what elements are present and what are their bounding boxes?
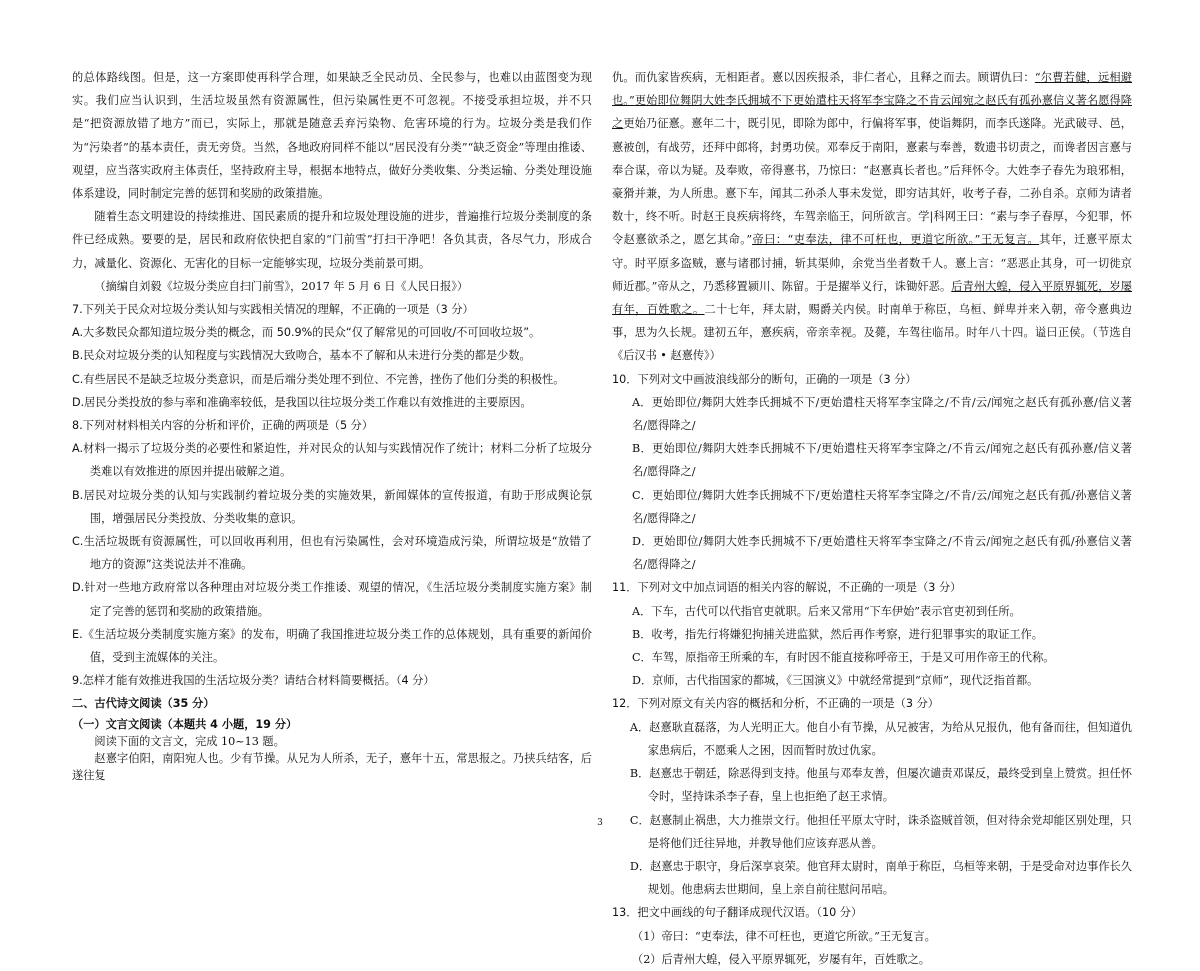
q12-option-c: C．赵憙制止祸患，大力推崇文行。他担任平原太守时，诛杀盗贼首领，但对待余党却能区别处理，只是将他们迁往异地，并教导他们应该弃恶从善。 (629, 813, 1132, 850)
q11-option-a: A．下车，古代可以代指官吏就职。后来又常用“下车伊始”表示官吏初到任所。 (632, 604, 1021, 618)
question-7: 7.下列关于民众对垃圾分类认知与实践相关情况的理解，不正确的一项是（3 分） (72, 303, 474, 317)
classical-segment-5: 二十七年，拜太尉，赐爵关内侯。时南单于称臣，乌桓、鲜卑并来入朝，帝令憙典边事，思为久长规。建初五年，憙疾病，帝亲幸视。及薨，车驾往临吊。时年八十四。谥曰正侯。（节选自《后汉书 • 赵憙传》） (612, 303, 1132, 363)
question-8: 8.下列对材料相关内容的分析和评价，正确的两项是（5 分） (72, 419, 374, 433)
q10-option-c: C．更始即位/舞阴大姓李氏拥城不下/更始遣柱天将军李宝降之/不肯/云/闻宛之赵氏有孤/孙憙信义著名/愿得降之/ (632, 488, 1132, 525)
question-11: 11．下列对文中加点词语的相关内容的解说，不正确的一项是（3 分） (612, 581, 962, 595)
question-13: 13．把文中画线的句子翻译成现代汉语。（10 分） (612, 906, 863, 920)
q11-option-c: C．车驾，原指帝王所乘的车，有时因不能直接称呼帝王，于是又可用作帝王的代称。 (632, 651, 1055, 665)
underlined-sentence-1: “尔曹若健，远相避也。” (612, 71, 1132, 108)
subsection-heading: （一）文言文阅读（本题共 4 小题，19 分） (72, 717, 298, 731)
reading-instruction: 阅读下面的文言文，完成 10~13 题。 (94, 734, 285, 748)
q8-option-b: B.居民对垃圾分类的认知与实践制约着垃圾分类的实施效果，新闻媒体的宣传报道，有助于形成舆论氛围，增强居民分类投放、分类收集的意识。 (72, 488, 592, 525)
q12-option-b: B．赵憙忠于朝廷，除恶得到支持。他虽与邓奉友善，但屡次谴责邓谋反，最终受到皇上赞赏。担任怀令时，坚持诛杀李子春，皇上也拒绝了赵王求情。 (629, 767, 1132, 804)
left-column (72, 66, 592, 784)
q8-option-a: A.材料一揭示了垃圾分类的必要性和紧迫性，并对民众的认知与实践情况作了统计；材料二分析了垃圾分类难以有效推进的原因并提出破解之道。 (72, 442, 592, 479)
essay-source: （摘编自刘毅《垃圾分类应自扫门前雪》，2017 年 5 月 6 日《人民日报》） (94, 279, 469, 293)
underlined-sentence-3: 后青州大蝗，侵入平原界辄死，岁屡有年，百姓歌之。 (612, 279, 1132, 317)
q8-option-c: C.生活垃圾既有资源属性，可以回收再利用，但也有污染属性，会对环境造成污染，所谓垃圾是“放错了地方的资源”这类说法并不准确。 (72, 535, 592, 572)
q10-option-b: B．更始即位/舞阴大姓李氏拥城不下/更始遣柱天将军李宝降之/不肯云/闻宛之赵氏有孤孙憙/信义著名/愿得降之/ (632, 442, 1132, 479)
q13-item-2: （2）后青州大蝗，侵入平原界辄死，岁屡有年，百姓歌之。 (632, 952, 930, 966)
q12-option-d: D．赵憙忠于职守，身后深享哀荣。他官拜太尉时，南单于称臣，乌桓等来朝，于是受命对边事作长久规划。他患病去世期间，皇上亲自前往慰问吊唁。 (629, 859, 1132, 897)
q7-option-d: D.居民分类投放的参与率和准确率较低，是我国以往垃圾分类工作难以有效推进的主要原因。 (72, 395, 532, 409)
q8-option-d: D.针对一些地方政府常以各种理由对垃圾分类工作推诿、观望的情况，《生活垃圾分类制度实施方案》制定了完善的惩罚和奖励的政策措施。 (72, 581, 592, 618)
q7-option-b: B.民众对垃圾分类的认知程度与实践情况大致吻合，基本不了解和从未进行分类的都是少数。 (72, 349, 531, 363)
q10-option-a: A．更始即位/舞阴大姓李氏拥城不下/更始遣柱天将军李宝降之/不肯/云/闻宛之赵氏有孤孙憙/信义著名/愿得降之/ (632, 395, 1132, 433)
question-10: 10．下列对文中画波浪线部分的断句，正确的一项是（3 分） (612, 372, 917, 386)
classical-text-start: 赵憙字伯阳，南阳宛人也。少有节操。从兄为人所杀，无子，憙年十五，常思报之。乃挟兵结客，后遂往复 (72, 751, 592, 782)
classical-segment-1: 仇。而仇家皆疾病，无相距者。憙以因疾报杀，非仁者心，且释之而去。顾谓仇曰： (612, 71, 1035, 84)
q7-option-c: C.有些居民不是缺乏垃圾分类意识，而是后端分类处理不到位、不完善，挫伤了他们分类的积极性。 (72, 372, 565, 386)
section-heading-2: 二、古代诗文阅读（35 分） (72, 697, 215, 711)
right-column (612, 66, 1132, 971)
wavy-underlined-passage: 更始即位舞阴大姓李氏拥城不下更始遣柱天将军李宝降之不肯云闻宛之赵氏有孤孙憙信义著名愿得降之 (612, 94, 1132, 131)
q11-option-b: B．收考，指先行将嫌犯拘捕关进监狱，然后再作考察，进行犯罪事实的取证工作。 (632, 627, 1043, 641)
q8-option-e: E.《生活垃圾分类制度实施方案》的发布，明确了我国推进垃圾分类工作的总体规划，具有重要的新闻价值，受到主流媒体的关注。 (72, 627, 592, 665)
question-12: 12．下列对原文有关内容的概括和分析，不正确的一项是（3 分） (612, 697, 939, 711)
q12-option-a: A．赵憙耿直磊落，为人光明正大。他自小有节操，从兄被害，为给从兄报仇，他有备而往，但知道仇家患病后，不愿乘人之困，因而暂时放过仇家。 (629, 720, 1132, 757)
essay-paragraph-1: 的总体路线图。但是，这一方案即使再科学合理，如果缺乏全民动员、全民参与，也难以由蓝图变为现实。我们应当认识到，生活垃圾虽然有资源属性，但污染属性更不可忽视。不接受承担垃圾，并不只是“把资源放错了地方”而已，实际上，那就是随意丢弃污染物、危害环境的行为。垃圾分类是我们作为“污染者”的基本责任，责无旁贷。当然，各地政府同样不能以“居民没有分类”“缺乏资金”等理由推诿、观望，应当落实政府主体责任，坚持政府主导，根据本地特点，做好分类收集、分类运输、分类处理设施体系建设，同时制定完善的惩罚和奖励的政策措施。 (72, 71, 592, 201)
question-9: 9.怎样才能有效推进我国的生活垃圾分类？请结合材料简要概括。（4 分） (72, 674, 435, 688)
classical-text-continued (612, 66, 1132, 368)
q11-option-d: D．京师，古代指国家的都城，《三国演义》中就经常提到“京师”，现代泛指首都。 (632, 674, 1039, 688)
page-number: 3 (597, 818, 603, 828)
q10-option-d: D．更始即位/舞阴大姓李氏拥城不下/更始遣柱天将军李宝降之/不肯云/闻宛之赵氏有孤/孙憙信义著名/愿得降之/ (632, 535, 1132, 572)
q13-item-1: （1）帝曰：“吏奉法，律不可枉也，更道它所欲。”王无复言。 (632, 929, 936, 943)
classical-segment-4: 其年，迁憙平原太守。时平原多盗贼，憙与诸郡讨捕，斩其渠帅，余党当坐者数千人。憙上言：“恶恶止其身，可一切徙京师近郡。”帝从之，乃悉移置颍川、陈留。于是擢举义行，诛锄奸恶。 (612, 233, 1133, 293)
q7-option-a: A.大多数民众都知道垃圾分类的概念，而 50.9%的民众“仅了解常见的可回收/不可回收垃圾”。 (72, 326, 541, 340)
classical-segment-3: 更始乃征憙。憙年二十，既引见，即除为郎中，行偏将军事，使诣舞阴，而李氏遂降。光武破寻、邑，憙被创，有战劳，还拜中郎将，封勇功侯。邓奉反于南阳，憙素与奉善，数遗书切责之，而谗者因言憙与奉合谋，帝以为疑。及奉败，帝得憙书，乃惊曰：“赵憙真长者也。”后拜怀令。大姓李子春先为琅邪相，豪猾并兼，为人所患。憙下车，闻其二孙杀人事未发觉，即穷诘其奸，收考子春，二孙自杀。京师为请者数十，终不听。时赵王良疾病将终，车驾亲临王，问所欲言。学|科网王曰：“素与李子春厚，今犯罪，怀令赵憙欲杀之，愿乞其命。” (612, 117, 1132, 247)
underlined-sentence-2: 帝曰：“吏奉法，律不可枉也，更道它所欲。”王无复言。 (752, 233, 1040, 247)
essay-paragraph-2: 随着生态文明建设的持续推进、国民素质的提升和垃圾处理设施的进步，普遍推行垃圾分类制度的条件已经成熟。要要的是，居民和政府依快把自家的“门前雪”打扫干净吧！各负其责，各尽气力，形成合力，减量化、资源化、无害化的目标一定能够实现，垃圾分类前景可期。 (72, 210, 592, 270)
